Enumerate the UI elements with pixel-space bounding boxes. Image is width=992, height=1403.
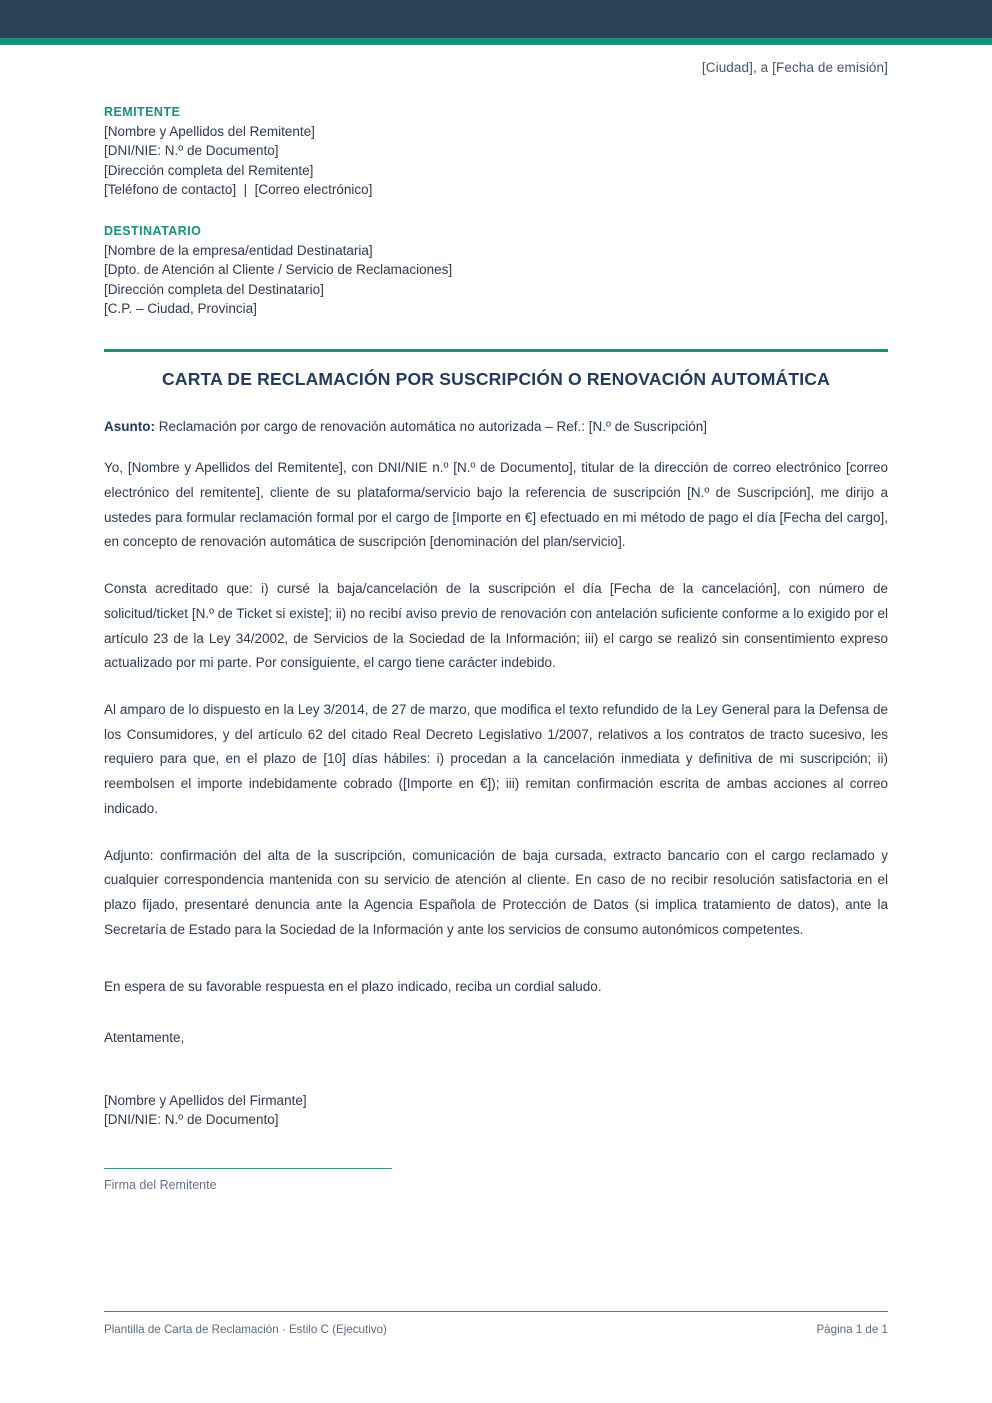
body-paragraph-4: Adjunto: confirmación del alta de la suscripción, comunicación de baja cursada, extracto bancario con el cargo reclamado y cualquier correspondencia mantenida con su servicio de atención al cliente. En caso de no recibir resolución satisfactoria en el plazo fijado, presentaré denuncia ante la Agencia Española de Protección de Datos (si implica tratamiento de datos), ante la Secretaría de Estado para la Sociedad de la Información y ante los servicios de consumo autonómicos competentes. — [104, 847, 888, 937]
body-paragraph-1: Yo, [Nombre y Apellidos del Remitente], con DNI/NIE n.º [N.º de Documento], titular de la dirección de correo electrónico [correo electrónico del remitente], cliente de su plataforma/servicio bajo la referencia de suscripción [N.º de Suscripción], me dirijo a ustedes para formular reclamación formal por el cargo de [Importe en €] efectuado en mi método de pago el día [Fecha del cargo], en concepto de renovación automática de suscripción [denominación del plan/servicio]. — [104, 460, 888, 550]
recipient-heading: DESTINATARIO — [104, 224, 202, 239]
header-banner-teal-stripe — [0, 38, 992, 45]
recipient-line-company: [Nombre de la empresa/entidad Destinataria] — [104, 243, 373, 259]
closing-paragraph: En espera de su favorable respuesta en el plazo indicado, reciba un cordial saludo. — [104, 979, 602, 995]
sender-line-contact: [Teléfono de contacto] | [Correo electrónico] — [104, 181, 373, 197]
sender-heading: REMITENTE — [104, 105, 181, 119]
header-banner-navy — [0, 0, 992, 38]
subject-label: Asunto: — [104, 419, 155, 435]
footer-template-label: Plantilla de Carta de Reclamación · Estilo C (Ejecutivo) — [104, 1323, 387, 1337]
issue-date-line: [Ciudad], a [Fecha de emisión] — [701, 60, 888, 75]
signature-line — [104, 1168, 392, 1170]
recipient-line-department: [Dpto. de Atención al Cliente / Servicio de Reclamaciones] — [104, 262, 453, 278]
body-paragraph-2: Consta acreditado que: i) cursé la baja/cancelación de la suscripción el día [Fecha de la cancelación], con número de solicitud/ticket [N.º de Ticket si existe]; ii) no recibí aviso previo de renovación con antelación suficiente conforme a lo exigido por el artículo 23 de la Ley 34/2002, de Servicios de la Sociedad de la Información; iii) el cargo se realizó sin consentimiento expreso actualizado por mi parte. Por consiguiente, el cargo tiene carácter indebido. — [104, 581, 888, 671]
signature-caption: Firma del Remitente — [104, 1178, 217, 1193]
footer-page-number: Página 1 de 1 — [816, 1323, 888, 1337]
sender-block — [104, 105, 888, 199]
subject-text: Reclamación por cargo de renovación automática no autorizada – Ref.: [N.º de Suscripción] — [158, 419, 707, 435]
recipient-block — [104, 224, 888, 318]
signer-name: [Nombre y Apellidos del Firmante] — [104, 1092, 307, 1108]
footer-divider-rule — [104, 1311, 888, 1312]
page-title: CARTA DE RECLAMACIÓN POR SUSCRIPCIÓN O RENOVACIÓN AUTOMÁTICA — [162, 369, 830, 390]
signer-block — [104, 1091, 888, 1130]
document-content — [0, 60, 992, 1192]
page-footer — [104, 1311, 888, 1336]
title-divider-rule — [104, 349, 888, 352]
footer-row — [104, 1323, 888, 1336]
sender-line-id: [DNI/NIE: N.º de Documento] — [104, 143, 279, 159]
subject-line — [104, 419, 888, 434]
signoff-paragraph: Atentamente, — [104, 1030, 185, 1046]
body-paragraph-3: Al amparo de lo dispuesto en la Ley 3/2014, de 27 de marzo, que modifica el texto refundido de la Ley General para la Defensa de los Consumidores, y del artículo 62 del citado Real Decreto Legislativo 1/2007, relativos a los contratos de tracto sucesivo, les requiero para que, en el plazo de [10] días hábiles: i) procedan a la cancelación inmediata y definitiva de mi suscripción; ii) reembolsen el importe indebidamente cobrado ([Importe en €]); iii) remitan confirmación escrita de ambas acciones al correo indicado. — [104, 702, 888, 816]
recipient-line-city: [C.P. – Ciudad, Provincia] — [104, 301, 257, 317]
sender-line-address: [Dirección completa del Remitente] — [104, 162, 314, 178]
recipient-line-address: [Dirección completa del Destinatario] — [104, 281, 324, 297]
sender-line-name: [Nombre y Apellidos del Remitente] — [104, 124, 315, 139]
signer-id: [DNI/NIE: N.º de Documento] — [104, 1112, 279, 1128]
